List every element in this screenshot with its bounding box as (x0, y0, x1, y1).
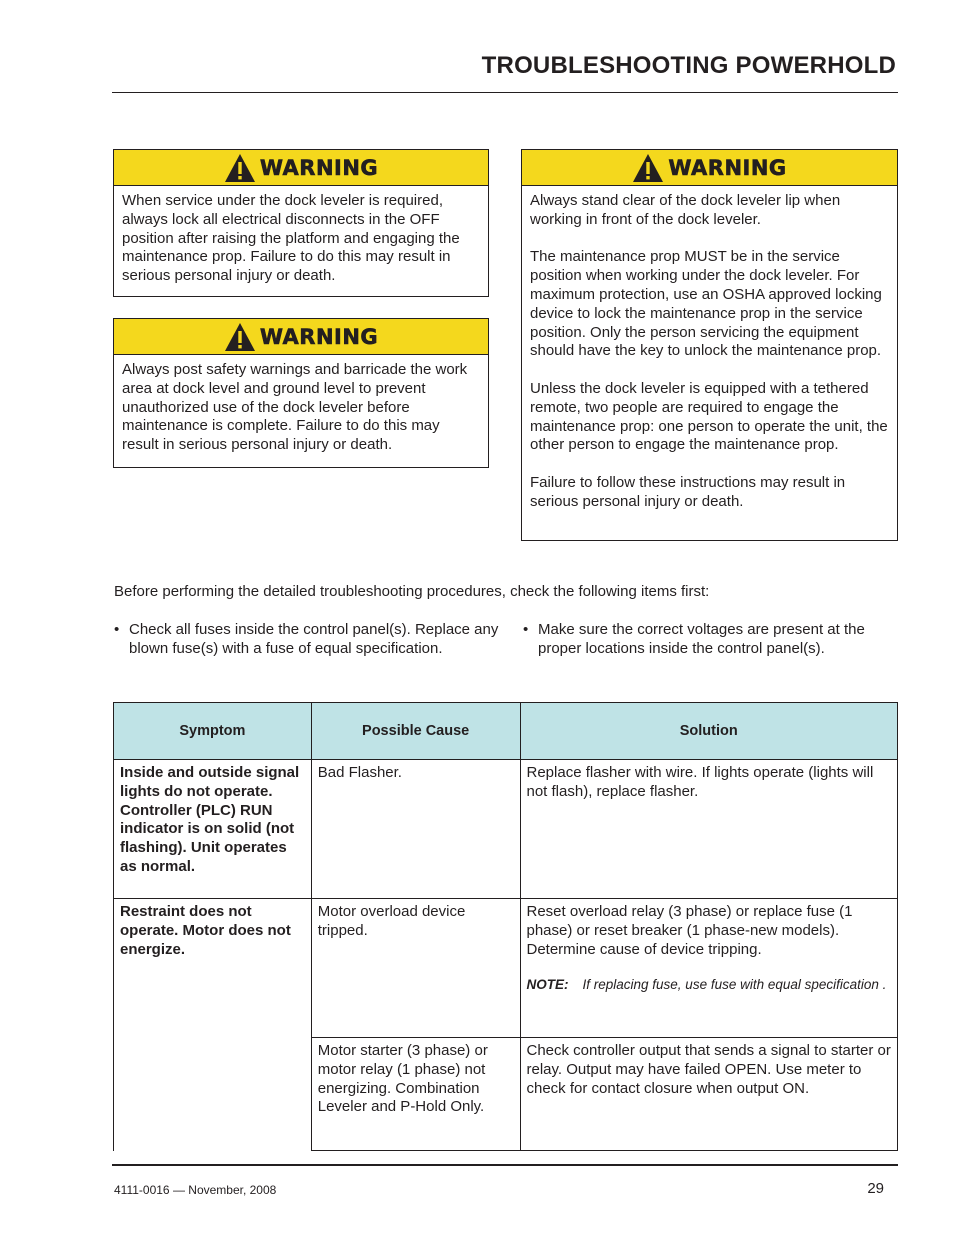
header-symptom: Symptom (114, 703, 312, 760)
table-header-row (114, 703, 898, 760)
note-text: If replacing fuse, use fuse with equal specification . (582, 977, 887, 993)
warning-text (522, 186, 897, 520)
warning-label: WARNING (259, 155, 379, 180)
warning-triangle-icon (632, 153, 664, 183)
footer-rule (112, 1164, 898, 1166)
solution-cell: Replace flasher with wire. If lights operate (lights will not flash), replace flasher. (520, 760, 898, 899)
warning-paragraph: Always stand clear of the dock leveler lip when working in front of the dock leveler. (530, 192, 841, 228)
troubleshooting-table (113, 702, 898, 1151)
warning-paragraph: Unless the dock leveler is equipped with a tethered remote, two people are required to engage the maintenance prop: one person to operate the unit, the other person to engage the maintenance prop. (530, 379, 888, 454)
page-number: 29 (867, 1180, 884, 1197)
solution-cell: Check controller output that sends a signal to starter or relay. Output may have failed OPEN. Use meter to check for contact closure when output ON. (520, 1038, 898, 1151)
document-reference: 4111-0016 — November, 2008 (114, 1183, 277, 1197)
warning-header (114, 319, 488, 355)
warning-box-barricade (113, 318, 489, 468)
warning-header (522, 150, 897, 186)
bullet-icon: • (114, 621, 120, 638)
checklist-item-voltages (523, 621, 908, 659)
warning-header (114, 150, 488, 186)
symptom-cell: Restraint does not operate. Motor does not energize. (114, 899, 312, 1151)
warning-box-maintenance-prop (521, 149, 898, 541)
solution-text: Reset overload relay (3 phase) or replace fuse (1 phase) or reset breaker (1 phase-new models). Determine cause of device tripping. (526, 903, 853, 958)
intro-text: Before performing the detailed troubleshooting procedures, check the following items first: (114, 583, 710, 600)
table-row (114, 899, 898, 1038)
checklist-text: Make sure the correct voltages are present at the proper locations inside the control panel(s). (538, 621, 865, 657)
warning-label: WARNING (668, 155, 787, 180)
cause-cell: Bad Flasher. (311, 760, 520, 899)
warning-paragraph: Failure to follow these instructions may result in serious personal injury or death. (530, 473, 846, 510)
checklist-item-fuses (114, 621, 509, 659)
checklist-text: Check all fuses inside the control panel(s). Replace any blown fuse(s) with a fuse of equal specification. (129, 621, 499, 657)
warning-box-electrical (113, 149, 489, 297)
warning-label: WARNING (259, 324, 379, 349)
bullet-icon: • (523, 621, 529, 638)
warning-paragraph: Always post safety warnings and barricade the work area at dock level and ground level to prevent unauthorized use of the dock leveler before maintenance is complete. Failure to do this may result in serious personal injury or death. (122, 361, 468, 454)
table-row (114, 760, 898, 899)
warning-paragraph: When service under the dock leveler is required, always lock all electrical disconnects in the OFF position after raising the platform and engaging the maintenance prop. Failure to do this may result in serious personal injury or death. (122, 192, 460, 285)
warning-triangle-icon (224, 153, 256, 183)
header-rule (112, 92, 898, 93)
warning-paragraph: The maintenance prop MUST be in the service position when working under the dock leveler. For maximum protection, use an OSHA approved locking device to lock the maintenance prop in the service position. Only the person servicing the equipment should have the key to unlock the maintenance prop. (530, 248, 882, 360)
warning-text (114, 186, 488, 294)
note-label: NOTE: (526, 977, 569, 993)
note (527, 976, 892, 993)
page-title: TROUBLESHOOTING POWERHOLD (481, 52, 896, 79)
cause-cell: Motor starter (3 phase) or motor relay (1 phase) not energizing. Combination Leveler and P-Hold Only. (311, 1038, 520, 1151)
symptom-cell: Inside and outside signal lights do not operate. Controller (PLC) RUN indicator is on solid (not flashing). Unit operates as normal. (114, 760, 312, 899)
header-solution: Solution (520, 703, 898, 760)
header-possible-cause: Possible Cause (311, 703, 520, 760)
warning-triangle-icon (224, 322, 256, 352)
warning-text (114, 355, 488, 463)
cause-cell: Motor overload device tripped. (311, 899, 520, 1038)
solution-cell (520, 899, 898, 1038)
